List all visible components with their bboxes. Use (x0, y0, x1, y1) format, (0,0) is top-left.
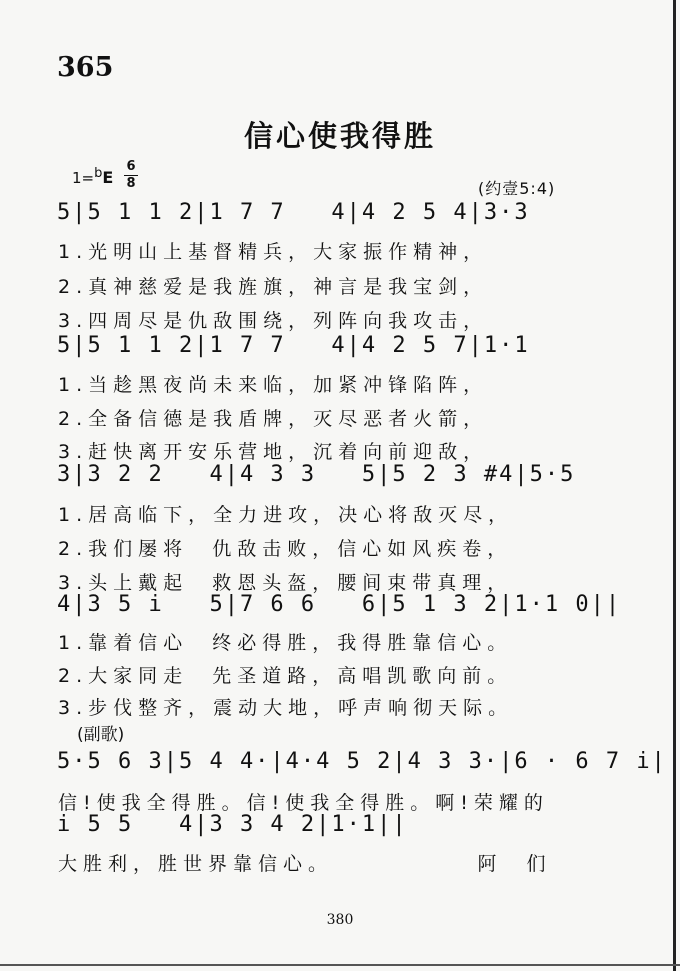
meter-bottom: 8 (126, 176, 136, 191)
chorus-notation-line: 5·5 6 3|5 4 4·|4·4 5 2|4 3 3·|6 · 6 7 i| (57, 749, 667, 774)
key-note: E (102, 168, 114, 187)
lyric-line: 3.头上戴起 救恩头盔，腰间束带真理， (58, 572, 513, 594)
lyric-line: 2.全备信德是我盾牌，灭尽恶者火箭， (58, 408, 489, 430)
lyric-line: 3.赶快离开安乐营地，沉着向前迎敌， (58, 441, 489, 463)
chorus-lyric-line: 信!使我全得胜。信!使我全得胜。啊!荣耀的 (58, 792, 549, 814)
lyric-line: 2.大家同走 先圣道路，高唱凯歌向前。 (58, 665, 513, 687)
key-prefix: 1= (72, 169, 95, 187)
lyric-line: 1.当趁黑夜尚未来临，加紧冲锋陷阵， (58, 374, 489, 396)
lyric-line: 3.步伐整齐，震动大地，呼声响彻天际。 (58, 697, 514, 719)
page-number: 380 (326, 912, 354, 928)
key-flat: b (94, 166, 103, 181)
time-signature (124, 160, 138, 191)
lyric-line: 3.四周尽是仇敌围绕，列阵向我攻击， (58, 310, 489, 332)
lyric-line: 1.靠着信心 终必得胜，我得胜靠信心。 (58, 632, 513, 654)
scan-edge-bottom (0, 964, 680, 966)
notation-line: 5|5 1 1 2|1 7 7 4|4 2 5 7|1·1 (57, 333, 530, 358)
scripture-reference: (约壹5:4) (478, 179, 556, 198)
chorus-notation-line: i 5 5 4|3 3 4 2|1·1|| (57, 812, 408, 837)
chorus-lyric-line: 大胜利，胜世界靠信心。 阿 们 (58, 853, 552, 875)
hymn-title: 信心使我得胜 (243, 119, 436, 153)
meter-top: 6 (126, 159, 136, 174)
lyric-line: 1.光明山上基督精兵，大家振作精神， (58, 241, 489, 263)
notation-line: 5|5 1 1 2|1 7 7 4|4 2 5 4|3·3 (57, 200, 530, 225)
key-signature (72, 168, 113, 187)
lyric-line: 2.真神慈爱是我旌旗，神言是我宝剑， (58, 276, 489, 298)
notation-line: 3|3 2 2 4|4 3 3 5|5 2 3 #4|5·5 (57, 462, 576, 487)
chorus-label: (副歌) (77, 725, 125, 745)
hymn-number: 365 (57, 52, 114, 83)
lyric-line: 1.居高临下，全力进攻，决心将敌灭尽， (58, 504, 514, 526)
lyric-line: 2.我们屡将 仇敌击败，信心如风疾卷， (58, 538, 513, 560)
notation-line: 4|3 5 i 5|7 6 6 6|5 1 3 2|1·1 0|| (57, 592, 622, 617)
